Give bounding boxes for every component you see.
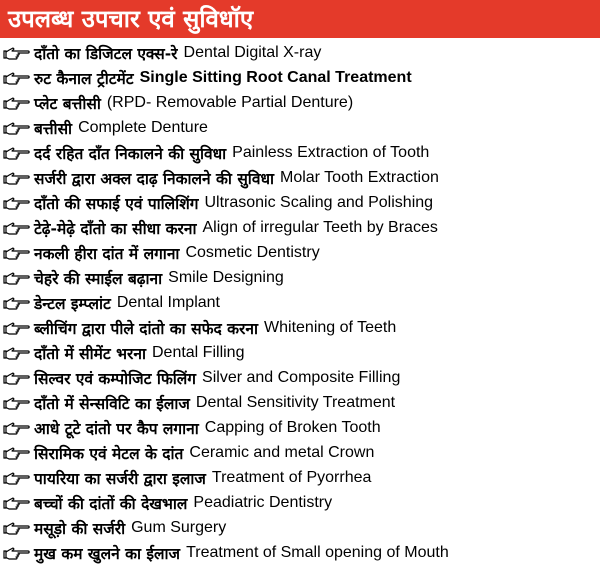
- list-item: [0, 415, 600, 440]
- service-english-text: Dental Sensitivity Treatment: [195, 393, 396, 411]
- pointing-hand-icon: [0, 45, 34, 61]
- service-english-text: Gum Surgery: [131, 518, 227, 536]
- service-hindi-text: नकली हीरा दांत में लगाना: [34, 244, 180, 263]
- pointing-hand-icon: [0, 195, 34, 211]
- pointing-hand-icon: [0, 295, 34, 311]
- service-english-text: Dental Implant: [116, 293, 220, 311]
- service-english-text: Cosmetic Dentistry: [185, 243, 320, 261]
- service-hindi-text: दर्द रहित दाँत निकालने की सुविधा: [34, 144, 227, 163]
- pointing-hand-icon: [0, 120, 34, 136]
- list-item: [0, 490, 600, 515]
- pointing-hand-icon: [0, 170, 34, 186]
- service-hindi-text: दाँतो में सेन्सविटि का ईलाज: [34, 394, 190, 413]
- pointing-hand-icon: [0, 470, 34, 486]
- list-item: [0, 515, 600, 540]
- service-english-text: Dental Filling: [151, 343, 245, 361]
- service-hindi-text: मसूड़ो की सर्जरी: [34, 519, 126, 538]
- pointing-hand-icon: [0, 445, 34, 461]
- pointing-hand-icon: [0, 545, 34, 561]
- pointing-hand-icon: [0, 395, 34, 411]
- service-hindi-text: दाँतो का डिजिटल एक्स-रे: [34, 44, 178, 63]
- service-english-text: Dental Digital X-ray: [183, 43, 322, 61]
- service-hindi-text: सिल्वर एवं कम्पोजिट फिलिंग: [34, 369, 197, 388]
- service-english-text: Silver and Composite Filling: [202, 368, 401, 386]
- list-item: [0, 365, 600, 390]
- list-item: [0, 65, 600, 90]
- service-hindi-text: बत्तीसी: [34, 119, 73, 138]
- service-english-text: Capping of Broken Tooth: [204, 418, 381, 436]
- service-hindi-text: सिरामिक एवं मेटल के दांत: [34, 444, 184, 463]
- service-hindi-text: ब्लीचिंग द्वारा पीले दांतो का सफेद करना: [34, 319, 259, 338]
- list-item: [0, 40, 600, 65]
- service-english-text: Ultrasonic Scaling and Polishing: [204, 193, 434, 211]
- service-english-text: Complete Denture: [78, 118, 208, 136]
- list-item: [0, 90, 600, 115]
- service-english-text: Ceramic and metal Crown: [189, 443, 375, 461]
- service-english-text: Treatment of Small opening of Mouth: [186, 543, 449, 561]
- pointing-hand-icon: [0, 345, 34, 361]
- page-title: उपलब्ध उपचार एवं सुविधॉए: [8, 5, 254, 33]
- service-english-text: Single Sitting Root Canal Treatment: [139, 68, 412, 86]
- pointing-hand-icon: [0, 495, 34, 511]
- list-item: [0, 540, 600, 565]
- list-item: [0, 340, 600, 365]
- service-english-text: Treatment of Pyorrhea: [211, 468, 372, 486]
- service-hindi-text: दाँतो में सीमेंट भरना: [34, 344, 146, 363]
- list-item: [0, 265, 600, 290]
- list-item: [0, 190, 600, 215]
- service-hindi-text: रुट कैनाल ट्रीटमेंट: [34, 69, 134, 88]
- service-hindi-text: दाँतो की सफाई एवं पालिशिंग: [34, 194, 199, 213]
- service-hindi-text: टेढ़े-मेढ़े दाँतो का सीधा करना: [34, 219, 197, 238]
- service-english-text: Molar Tooth Extraction: [280, 168, 439, 186]
- service-hindi-text: डेन्टल इम्प्लांट: [34, 294, 111, 313]
- pointing-hand-icon: [0, 520, 34, 536]
- service-english-text: Smile Designing: [168, 268, 284, 286]
- service-hindi-text: आधे टूटे दांतो पर कैप लगाना: [34, 419, 199, 438]
- service-hindi-text: चेहरे की स्माईल बढ़ाना: [34, 269, 163, 288]
- service-hindi-text: प्लेट बत्तीसी: [34, 94, 101, 113]
- pointing-hand-icon: [0, 70, 34, 86]
- list-item: [0, 165, 600, 190]
- service-english-text: (RPD- Removable Partial Denture): [106, 93, 354, 111]
- pointing-hand-icon: [0, 245, 34, 261]
- pointing-hand-icon: [0, 270, 34, 286]
- header-banner: [0, 0, 600, 38]
- list-item: [0, 440, 600, 465]
- service-hindi-text: सर्जरी द्वारा अक्ल दाढ़ निकालने की सुविधा: [34, 169, 274, 188]
- list-item: [0, 140, 600, 165]
- service-hindi-text: बच्चों की दांतों की देखभाल: [34, 494, 188, 513]
- pointing-hand-icon: [0, 145, 34, 161]
- service-english-text: Peadiatric Dentistry: [193, 493, 333, 511]
- pointing-hand-icon: [0, 320, 34, 336]
- pointing-hand-icon: [0, 220, 34, 236]
- service-english-text: Whitening of Teeth: [264, 318, 397, 336]
- list-item: [0, 315, 600, 340]
- pointing-hand-icon: [0, 420, 34, 436]
- pointing-hand-icon: [0, 95, 34, 111]
- pointing-hand-icon: [0, 370, 34, 386]
- services-list: [0, 40, 600, 565]
- list-item: [0, 240, 600, 265]
- service-english-text: Painless Extraction of Tooth: [232, 143, 430, 161]
- list-item: [0, 290, 600, 315]
- list-item: [0, 390, 600, 415]
- list-item: [0, 465, 600, 490]
- list-item: [0, 115, 600, 140]
- service-english-text: Align of irregular Teeth by Braces: [202, 218, 438, 236]
- service-hindi-text: पायरिया का सर्जरी द्वारा इलाज: [34, 469, 206, 488]
- service-hindi-text: मुख कम खुलने का ईलाज: [34, 544, 181, 563]
- list-item: [0, 215, 600, 240]
